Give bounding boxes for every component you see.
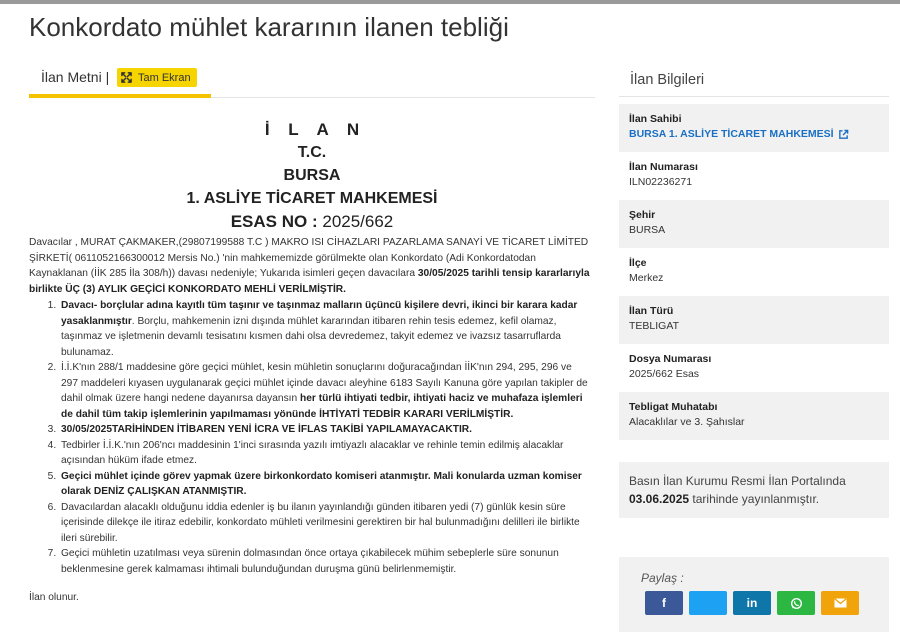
facebook-icon: f: [662, 596, 666, 610]
twitter-icon: [702, 597, 714, 609]
page-title: Konkordato mühlet kararının ilanen tebliği: [29, 12, 509, 42]
info-row-city: [619, 200, 889, 248]
info-value: BURSA: [629, 224, 666, 236]
sidebar-title: İlan Bilgileri: [630, 72, 705, 88]
list-item: [59, 469, 589, 500]
item-7-text: Geçici mühletin uzatılması veya sürenin dolmasından önce ortaya çıkabilecek mühim sebeplerle süre sonunun beklenmesine gerek kalmaması ihtimali bulunduğundan duruşma günü belirlenmemiştir.: [61, 548, 559, 575]
info-value: Alacaklılar ve 3. Şahıslar: [629, 416, 745, 428]
info-label: Tebligat Muhatabı: [629, 401, 718, 413]
notice-heading-esas: [29, 210, 595, 233]
top-border: [0, 0, 900, 4]
share-whatsapp-button[interactable]: [777, 591, 815, 615]
notice-heading-tc: T.C.: [297, 144, 327, 161]
notice-tabs: [29, 64, 595, 98]
info-label: İlan Türü: [629, 305, 674, 317]
intro-date: 30/05/2025: [417, 268, 469, 279]
list-item: [59, 422, 589, 438]
info-value: TEBLIGAT: [629, 320, 679, 332]
list-item: [59, 500, 589, 547]
publication-info: [619, 462, 889, 518]
linkedin-icon: in: [746, 596, 758, 610]
share-email-button[interactable]: [821, 591, 859, 615]
external-link-icon: [838, 129, 849, 140]
item-4-text: Tedbirler İ.İ.K.'nın 206'ncı maddesinin 1'inci sırasında yazılı imtiyazlı alacaklar ve rehinle temin edilmiş alacaklar açısından hüküm ifade etmez.: [61, 439, 564, 466]
item-2-text: İ.İ.K'nın 288/1 maddesine göre geçici mühlet, kesin mühletin sonuçlarını doğuracağından İİK'nın 294, 295, 296 ve 297 maddeleri kıyasen uygulanarak geçici mühlet içinde davacı aleyhine 6183 Sayılı Kanuna göre yapılan takipler de dahil olmak üzere hangi nedene dayanırsa dayansın: [61, 362, 588, 404]
esas-number: 2025/662: [322, 212, 394, 231]
notice-heading-court: 1. ASLİYE TİCARET MAHKEMESİ: [186, 190, 438, 207]
whatsapp-icon: [790, 597, 803, 610]
fullscreen-label: Tam Ekran: [138, 71, 191, 84]
item-3-bold: 30/05/2025TARİHİNDEN İTİBAREN YENİ İCRA VE İFLAS TAKİBİ YAPILAMAYACAKTIR.: [61, 424, 472, 435]
esas-label: ESAS NO :: [230, 212, 318, 231]
share-panel: [619, 557, 889, 632]
item-1-bold: Davacı- borçlular adına kayıtlı tüm taşınır ve taşınmaz malların üçüncü kişilere devri, ikinci bir karara kadar yasaklanmıştır: [61, 300, 578, 327]
info-row-file-number: [619, 344, 889, 392]
tab-ilan-metni[interactable]: İlan Metni |: [41, 69, 110, 85]
sidebar-divider: [619, 96, 889, 97]
item-1-text: . Borçlu, mahkemenin izni dışında mühlet kararından itibaren rehin tesis edemez, kefil olamaz, taşınmaz ve işletmenin devamlı tesisatını kısmen dahi olsa devredemez, takyit edemez ve ivazsız tasarruflarda bulunamaz.: [61, 315, 561, 358]
owner-value[interactable]: BURSA 1. ASLİYE TİCARET MAHKEMESİ: [629, 128, 834, 140]
notice-document: [29, 118, 595, 603]
publication-date: 03.06.2025: [629, 492, 690, 506]
notice-closing: İlan olunur.: [29, 592, 79, 603]
info-label: İlçe: [629, 257, 647, 269]
expand-arrows-icon: [121, 72, 132, 83]
item-2-bold: her türlü ihtiyati tedbir, ihtiyati haciz ve muhafaza işlemleri de dahil tüm takip işlemlerinin yapılmaması yönünde İHTİYATİ TEDBİR KARARI VERİLMİŞTİR.: [61, 393, 583, 420]
fullscreen-button[interactable]: [117, 68, 197, 87]
info-label: Şehir: [629, 209, 656, 221]
intro-decision: tarihli tensip kararlarıyla birlikte ÜÇ (3) AYLIK GEÇİCİ KONKORDATO MEHLİ VERİLMİŞTİR.: [29, 268, 590, 295]
item-5-bold: Geçici mühlet içinde görev yapmak üzere birkonkordato komiseri atanmıştır. Mali konularda uzman komiser olarak DENİZ ÇALIŞKAN ATANMIŞTIR.: [61, 470, 582, 497]
notice-heading-city: BURSA: [283, 167, 341, 184]
info-label: İlan Numarası: [629, 161, 698, 173]
info-value: ILN02236271: [629, 176, 693, 188]
info-value: Merkez: [629, 272, 664, 284]
publication-text-end: tarihinde yayınlanmıştır.: [692, 492, 820, 506]
notice-info-list: [619, 104, 889, 440]
decision-list: [59, 298, 595, 577]
share-twitter-button[interactable]: [689, 591, 727, 615]
active-tab-indicator: [29, 94, 211, 98]
info-row-district: [619, 248, 889, 296]
publication-text: Basın İlan Kurumu Resmi İlan Portalında: [629, 474, 846, 488]
info-label: Dosya Numarası: [629, 353, 712, 365]
info-row-owner: [619, 104, 889, 152]
notice-heading-ilan: İ L A N: [264, 120, 367, 139]
intro-text: Davacılar , MURAT ÇAKMAKER,(29807199588 T.C ) MAKRO ISI CİHAZLARI PAZARLAMA SANAYİ VE TİCARET LİMİTED ŞİRKETİ( 0611052166300012 Mersis No.) 'nin mahkememizde görülmekte olan Konkordato (Adi Konkordatodan Kaynaklanan (İİK 285 İla 308/h)) davası nedeniyle; Yukarıda isimleri geçen davacılara: [29, 237, 589, 279]
list-item: [59, 298, 589, 360]
info-row-type: [619, 296, 889, 344]
list-item: [59, 546, 589, 577]
info-row-number: [619, 152, 889, 200]
list-item: [59, 360, 589, 422]
share-facebook-button[interactable]: [645, 591, 683, 615]
item-6-text: Davacılardan alacaklı olduğunu iddia edenler iş bu ilanın yayınlandığı günden itibaren yedi (7) günlük kesin süre içerisinde dilekçe ile itiraz edebilir, konkordato mühleti verilmesini gerektiren bir hal bulunmadığını delilleri ile birlikte ileri sürebilir.: [61, 501, 580, 544]
owner-link[interactable]: [629, 128, 879, 140]
share-linkedin-button[interactable]: [733, 591, 771, 615]
info-row-addressee: [619, 392, 889, 440]
envelope-icon: [834, 598, 847, 608]
share-label: Paylaş :: [641, 571, 684, 585]
info-label: İlan Sahibi: [629, 113, 682, 125]
list-item: [59, 438, 589, 469]
info-value: 2025/662 Esas: [629, 368, 700, 380]
share-buttons: [645, 591, 889, 615]
notice-intro: [29, 235, 595, 297]
